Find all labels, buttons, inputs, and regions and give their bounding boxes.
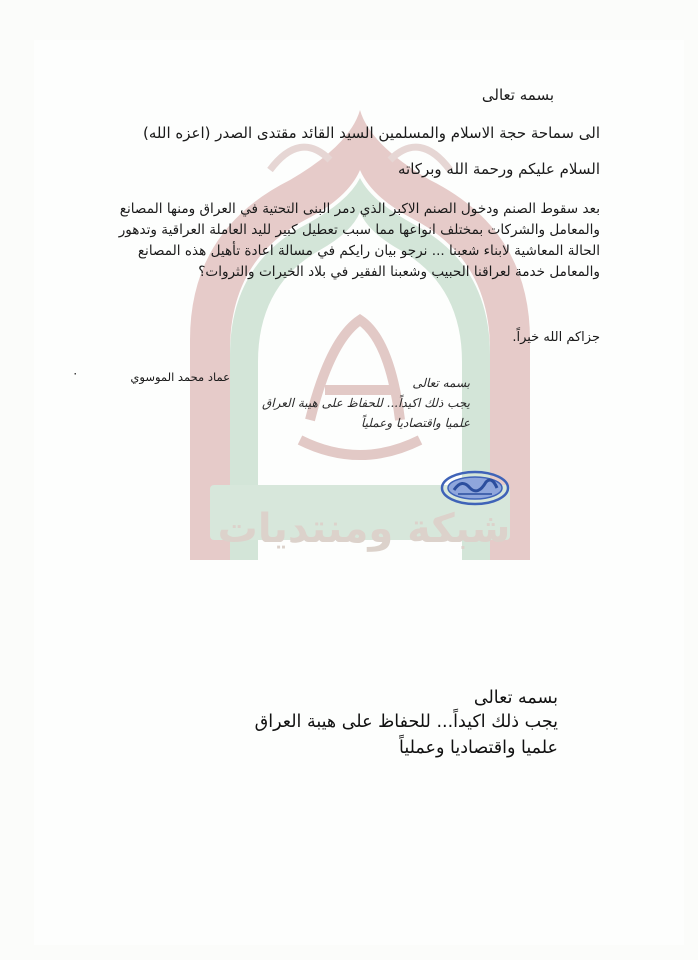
letter-greeting: السلام عليكم ورحمة الله وبركاته bbox=[398, 160, 600, 178]
reply-heading: بسمه تعالى bbox=[473, 688, 558, 708]
office-seal-stamp bbox=[440, 470, 510, 506]
handwritten-line-1: بسمه تعالى bbox=[412, 376, 470, 390]
letter-body: بعد سقوط الصنم ودخول الصنم الاكبر الذي دمر البنى التحتية في العراق ومنها المصانع والمعامل والشركات بمختلف انواعها مما سبب تعطيل كبير لليد العاملة العراقية وتدهور الحالة المعاشية لابناء شعبنا ... نرجو بيان رايكم في مسالة اعادة تأهيل هذه المصانع والمعامل خدمة لعراقنا الحبيب وشعبنا الفقير في بلاد الخيرات والثروات؟ bbox=[118, 201, 600, 280]
watermark-calligraphy bbox=[300, 320, 420, 455]
letter-addressee: الى سماحة حجة الاسلام والمسلمين السيد القائد مقتدى الصدر (اعزه الله) bbox=[143, 124, 600, 142]
watermark-text: شبكة ومنتديات bbox=[217, 506, 511, 552]
letter-closing: جزاكم الله خيراً. bbox=[512, 330, 600, 345]
reply-line-2: يجب ذلك اكيداً... للحفاظ على هيبة العراق bbox=[254, 712, 558, 732]
sender-name: عماد محمد الموسوي bbox=[130, 370, 230, 384]
letter-heading: بسمه تعالى bbox=[481, 86, 554, 104]
margin-marker: ٠ bbox=[72, 366, 79, 380]
handwritten-line-2: يجب ذلك اكيداً... للحفاظ على هيبة العراق bbox=[262, 396, 470, 410]
reply-line-3: علميا واقتصاديا وعملياً bbox=[399, 738, 558, 758]
handwritten-line-3: علميا واقتصاديا وعملياً bbox=[360, 416, 470, 430]
